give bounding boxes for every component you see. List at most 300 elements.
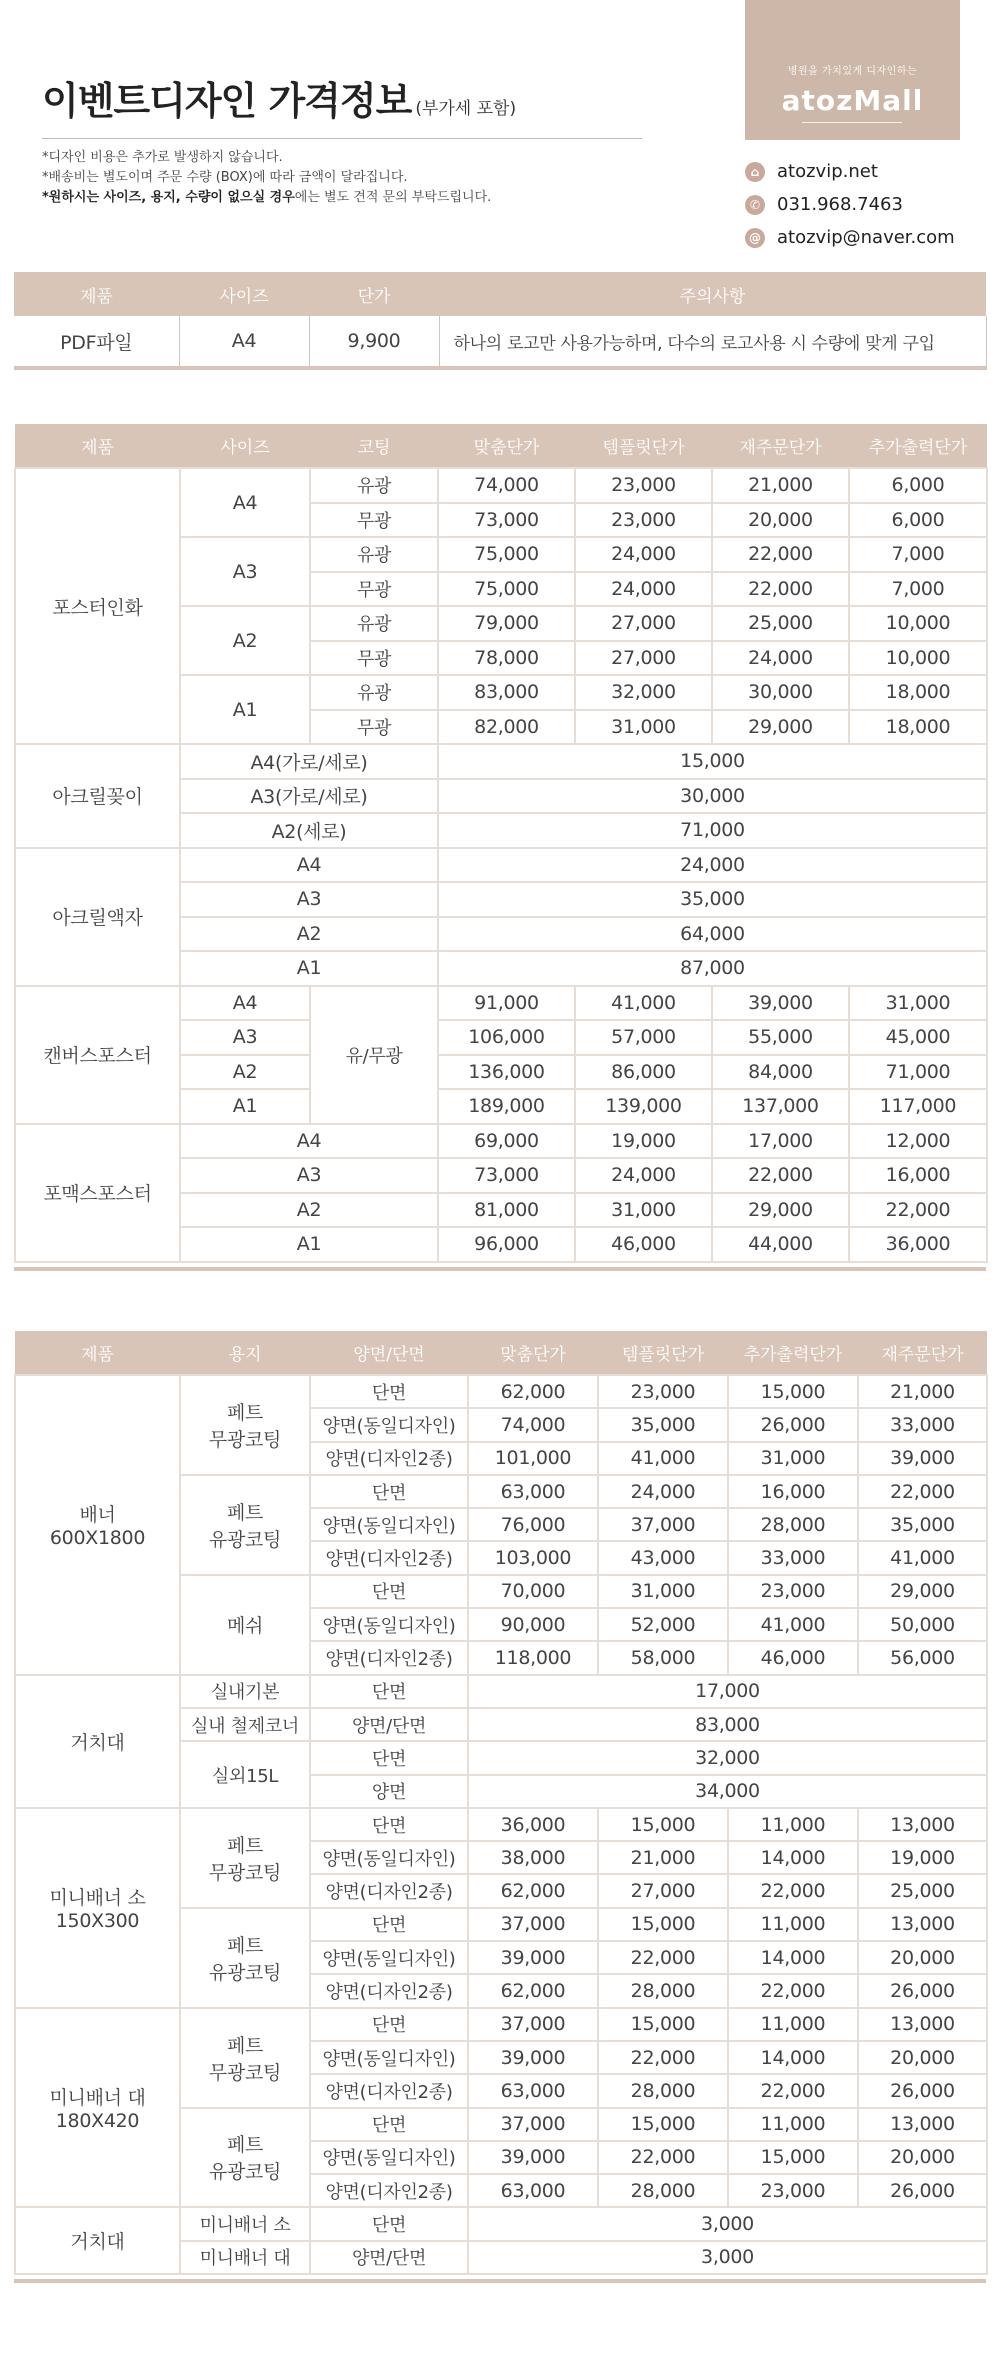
size-cell: A3 — [180, 1020, 310, 1055]
paper-line: 무광코팅 — [208, 2061, 282, 2084]
page-title — [42, 70, 516, 125]
product-name-line: 캔버스포스터 — [43, 1045, 152, 1067]
pdf-price-table — [14, 272, 987, 370]
side-cell: 양면(동일디자인) — [310, 1941, 468, 1974]
table-row — [15, 744, 987, 779]
paper-line: 페트 — [226, 1834, 264, 1857]
paper-line: 페트 — [226, 1501, 264, 1524]
price-cell: 189,000 — [438, 1089, 575, 1124]
price-cell: 41,000 — [598, 1442, 728, 1475]
brand-logo: atozMall — [781, 84, 924, 117]
column-header: 템플릿단가 — [575, 424, 712, 468]
price-cell: 20,000 — [858, 2141, 987, 2174]
home-icon: ⌂ — [745, 162, 765, 182]
price-cell: 20,000 — [858, 1941, 987, 1974]
price-cell: 7,000 — [849, 572, 987, 607]
price-cell: 46,000 — [728, 1641, 858, 1674]
price-cell: 32,000 — [575, 675, 712, 710]
price-cell: 22,000 — [598, 2141, 728, 2174]
price-cell: 25,000 — [712, 606, 849, 641]
side-cell: 양면(동일디자인) — [310, 1841, 468, 1874]
price-cell: 26,000 — [858, 2174, 987, 2207]
price-cell: 26,000 — [728, 1408, 858, 1441]
price-cell: 22,000 — [712, 537, 849, 572]
column-header: 추가출력단가 — [728, 1331, 858, 1375]
side-cell: 양면(디자인2종) — [310, 1974, 468, 2007]
paper-cell: 실외15L — [180, 1741, 310, 1808]
price-cell: 31,000 — [575, 710, 712, 745]
size-cell: A2 — [180, 1055, 310, 1090]
product-name — [15, 1808, 180, 2008]
paper-cell — [180, 1375, 310, 1475]
price-cell: 74,000 — [468, 1408, 598, 1441]
price-cell: 28,000 — [598, 2174, 728, 2207]
price-cell: 78,000 — [438, 641, 575, 676]
price-cell: 30,000 — [438, 779, 987, 814]
price-cell: 38,000 — [468, 1841, 598, 1874]
side-cell: 양면 — [310, 1775, 468, 1808]
paper-cell — [180, 1908, 310, 2008]
side-cell: 양면(디자인2종) — [310, 2074, 468, 2107]
coating-cell: 무광 — [310, 503, 438, 538]
price-cell: 73,000 — [438, 503, 575, 538]
coating-cell: 유광 — [310, 468, 438, 503]
size-cell: A4(가로/세로) — [180, 744, 438, 779]
price-cell: 71,000 — [849, 1055, 987, 1090]
product-name-line: 거치대 — [70, 2231, 125, 2254]
size-cell: A3(가로/세로) — [180, 779, 438, 814]
note-line: *배송비는 별도이며 주문 수량 (BOX)에 따라 금액이 달라집니다. — [42, 170, 408, 185]
coating-cell: 유광 — [310, 675, 438, 710]
column-header: 템플릿단가 — [598, 1331, 728, 1375]
column-header: 주의사항 — [439, 272, 986, 316]
paper-line: 무광코팅 — [208, 1861, 282, 1884]
product-name-line: 아크릴꽂이 — [52, 786, 143, 809]
price-cell: 6,000 — [849, 503, 987, 538]
side-cell: 단면 — [310, 1741, 468, 1774]
price-cell: 37,000 — [468, 2008, 598, 2041]
coating-cell: 무광 — [310, 710, 438, 745]
product-name — [15, 1124, 180, 1262]
price-cell: 39,000 — [468, 2141, 598, 2174]
side-cell: 단면 — [310, 2008, 468, 2041]
price-cell: 10,000 — [849, 606, 987, 641]
price-cell: 28,000 — [598, 2074, 728, 2107]
product-name — [15, 744, 180, 848]
title-divider — [42, 138, 642, 139]
price-cell: 15,000 — [728, 1375, 858, 1408]
contact-email[interactable] — [745, 221, 955, 254]
coating-cell: 유광 — [310, 606, 438, 641]
price-cell: 41,000 — [728, 1608, 858, 1641]
notice-cell: 하나의 로고만 사용가능하며, 다수의 로고사용 시 수량에 맞게 구입 — [439, 316, 986, 368]
price-cell: 91,000 — [438, 986, 575, 1021]
price-cell: 19,000 — [575, 1124, 712, 1159]
coating-cell: 무광 — [310, 641, 438, 676]
side-cell: 양면(디자인2종) — [310, 1874, 468, 1907]
product-name — [15, 986, 180, 1124]
paper-cell — [180, 1575, 310, 1675]
price-cell: 37,000 — [468, 1908, 598, 1941]
price-cell: 16,000 — [849, 1158, 987, 1193]
coating-cell: 무광 — [310, 572, 438, 607]
price-cell: 50,000 — [858, 1608, 987, 1641]
size-cell: A3 — [180, 537, 310, 606]
paper-line: 페트 — [226, 2134, 264, 2157]
side-cell: 단면 — [310, 2108, 468, 2141]
price-cell: 10,000 — [849, 641, 987, 676]
title-text: 이벤트디자인 가격정보 — [42, 79, 412, 123]
product-name-line: 미니배너 소 — [49, 1887, 146, 1910]
price-cell: 31,000 — [575, 1193, 712, 1228]
size-cell: A2 — [180, 917, 438, 952]
price-cell: 17,000 — [468, 1675, 987, 1708]
price-cell: 86,000 — [575, 1055, 712, 1090]
side-cell: 단면 — [310, 1475, 468, 1508]
column-header: 사이즈 — [179, 272, 309, 316]
price-cell: 27,000 — [598, 1874, 728, 1907]
paper-line: 유광코팅 — [208, 2161, 282, 2184]
price-cell: 118,000 — [468, 1641, 598, 1674]
table-row — [15, 1375, 987, 1408]
price-cell: 39,000 — [858, 1442, 987, 1475]
email-text: atozvip@naver.com — [777, 227, 955, 248]
column-header: 사이즈 — [180, 424, 310, 468]
price-cell: 39,000 — [468, 1941, 598, 1974]
brand-underline — [802, 122, 902, 123]
price-cell: 11,000 — [728, 2008, 858, 2041]
price-cell: 12,000 — [849, 1124, 987, 1159]
price-cell: 52,000 — [598, 1608, 728, 1641]
column-header: 제품 — [15, 424, 180, 468]
price-cell: 21,000 — [858, 1375, 987, 1408]
side-cell: 단면 — [310, 1675, 468, 1708]
price-cell: 19,000 — [858, 1841, 987, 1874]
page-header — [0, 0, 1000, 260]
print-price-table — [14, 424, 988, 1263]
contact-website[interactable] — [745, 155, 955, 188]
price-cell: 34,000 — [468, 1775, 987, 1808]
product-name — [15, 848, 180, 986]
size-cell: A4 — [180, 986, 310, 1021]
price-cell: 22,000 — [728, 1974, 858, 2007]
paper-cell — [180, 1808, 310, 1908]
note-line: *디자인 비용은 추가로 발생하지 않습니다. — [42, 150, 283, 165]
paper-line: 유광코팅 — [208, 1961, 282, 1984]
price-cell: 79,000 — [438, 606, 575, 641]
price-cell: 83,000 — [468, 1708, 987, 1741]
price-cell: 18,000 — [849, 710, 987, 745]
price-cell: 29,000 — [858, 1575, 987, 1608]
title-subtext: (부가세 포함) — [415, 99, 517, 119]
website-text: atozvip.net — [777, 161, 878, 182]
price-cell: 25,000 — [858, 1874, 987, 1907]
product-name — [15, 2207, 180, 2274]
product-name-line: 아크릴액자 — [52, 907, 143, 929]
price-cell: 22,000 — [598, 2041, 728, 2074]
price-cell: 41,000 — [575, 986, 712, 1021]
price-cell: 87,000 — [438, 951, 987, 986]
side-cell: 양면/단면 — [310, 2241, 468, 2274]
price-cell: 23,000 — [575, 503, 712, 538]
price-cell: 28,000 — [728, 1508, 858, 1541]
table-row — [15, 1808, 987, 1841]
price-cell: 22,000 — [728, 2074, 858, 2107]
price-cell: 84,000 — [712, 1055, 849, 1090]
price-cell: 35,000 — [438, 882, 987, 917]
paper-cell: 미니배너 소 — [180, 2207, 310, 2240]
product-name-line: 600X1800 — [49, 1527, 146, 1550]
price-cell: 15,000 — [598, 1908, 728, 1941]
paper-cell — [180, 2008, 310, 2108]
size-cell: A1 — [180, 1089, 310, 1124]
price-cell: 14,000 — [728, 1941, 858, 1974]
table-row — [15, 2207, 987, 2240]
table-row — [15, 468, 987, 503]
price-cell: 41,000 — [858, 1541, 987, 1574]
price-cell: 103,000 — [468, 1541, 598, 1574]
price-cell: 15,000 — [438, 744, 987, 779]
contact-list — [745, 155, 955, 254]
side-cell: 양면(디자인2종) — [310, 2174, 468, 2207]
email-icon: @ — [745, 228, 765, 248]
column-header: 재주문단가 — [712, 424, 849, 468]
price-cell: 23,000 — [728, 1575, 858, 1608]
price-cell: 63,000 — [468, 1475, 598, 1508]
column-header: 추가출력단가 — [849, 424, 987, 468]
product-name-line: 포맥스포스터 — [43, 1183, 152, 1205]
side-cell: 양면/단면 — [310, 1708, 468, 1741]
price-cell: 31,000 — [849, 986, 987, 1021]
table-row — [15, 2008, 987, 2041]
table-row — [15, 1675, 987, 1708]
brand-tagline: 병원을 가치있게 디자인하는 — [787, 66, 918, 77]
side-cell: 단면 — [310, 1575, 468, 1608]
table-row — [15, 986, 987, 1021]
price-cell: PDF파일 — [14, 316, 179, 368]
product-name — [15, 468, 180, 744]
paper-cell — [180, 1475, 310, 1575]
price-cell: 13,000 — [858, 1808, 987, 1841]
price-cell: 83,000 — [438, 675, 575, 710]
price-cell: 15,000 — [598, 2108, 728, 2141]
note-bold: *원하시는 사이즈, 용지, 수량이 없으실 경우 — [42, 190, 295, 205]
price-cell: 21,000 — [712, 468, 849, 503]
paper-line: 유광코팅 — [208, 1528, 282, 1551]
side-cell: 양면(동일디자인) — [310, 1608, 468, 1641]
side-cell: 단면 — [310, 1808, 468, 1841]
price-cell: 9,900 — [309, 316, 439, 368]
price-cell: 45,000 — [849, 1020, 987, 1055]
price-cell: 22,000 — [728, 1874, 858, 1907]
price-cell: 106,000 — [438, 1020, 575, 1055]
price-cell: 75,000 — [438, 572, 575, 607]
side-cell: 단면 — [310, 2207, 468, 2240]
price-cell: 13,000 — [858, 2108, 987, 2141]
price-cell: 63,000 — [468, 2174, 598, 2207]
price-cell: 27,000 — [575, 641, 712, 676]
price-cell: 33,000 — [858, 1408, 987, 1441]
price-cell: 22,000 — [858, 1475, 987, 1508]
side-cell: 양면(디자인2종) — [310, 1641, 468, 1674]
paper-cell — [180, 2108, 310, 2208]
coating-cell: 유/무광 — [310, 986, 438, 1124]
price-cell: 18,000 — [849, 675, 987, 710]
price-cell: 24,000 — [575, 1158, 712, 1193]
paper-cell: 미니배너 대 — [180, 2241, 310, 2274]
price-cell: 36,000 — [849, 1227, 987, 1262]
product-name-line: 미니배너 대 — [49, 2087, 146, 2110]
price-cell: 56,000 — [858, 1641, 987, 1674]
price-cell: 37,000 — [468, 2108, 598, 2141]
product-name-line: 배너 — [79, 1504, 116, 1527]
side-cell: 양면(디자인2종) — [310, 1541, 468, 1574]
price-cell: 73,000 — [438, 1158, 575, 1193]
price-cell: 31,000 — [728, 1442, 858, 1475]
product-name — [15, 1675, 180, 1808]
size-cell: A2 — [180, 1193, 438, 1228]
paper-cell: 실내기본 — [180, 1675, 310, 1708]
price-cell: 3,000 — [468, 2241, 987, 2274]
price-cell: 139,000 — [575, 1089, 712, 1124]
price-cell: 24,000 — [712, 641, 849, 676]
size-cell: A4 — [180, 468, 310, 537]
price-cell: 82,000 — [438, 710, 575, 745]
paper-line: 페트 — [226, 1401, 264, 1424]
size-cell: A2(세로) — [180, 813, 438, 848]
price-cell: 117,000 — [849, 1089, 987, 1124]
column-header: 맞춤단가 — [468, 1331, 598, 1375]
size-cell: A1 — [180, 1227, 438, 1262]
price-cell: 55,000 — [712, 1020, 849, 1055]
paper-cell: 실내 철제코너 — [180, 1708, 310, 1741]
side-cell: 양면(동일디자인) — [310, 1508, 468, 1541]
price-cell: 13,000 — [858, 1908, 987, 1941]
size-cell: A1 — [180, 951, 438, 986]
price-cell: 20,000 — [858, 2041, 987, 2074]
price-cell: 43,000 — [598, 1541, 728, 1574]
price-cell: 24,000 — [575, 572, 712, 607]
price-cell: 37,000 — [598, 1508, 728, 1541]
price-cell: 26,000 — [858, 1974, 987, 2007]
price-cell: 74,000 — [438, 468, 575, 503]
column-header: 제품 — [15, 1331, 180, 1375]
price-cell: 31,000 — [598, 1575, 728, 1608]
price-cell: 136,000 — [438, 1055, 575, 1090]
price-cell: 27,000 — [575, 606, 712, 641]
table-end-rule — [14, 1267, 986, 1271]
price-cell: 14,000 — [728, 1841, 858, 1874]
price-cell: 35,000 — [858, 1508, 987, 1541]
column-header: 용지 — [180, 1331, 310, 1375]
column-header: 맞춤단가 — [438, 424, 575, 468]
size-cell: A4 — [180, 1124, 438, 1159]
paper-line: 페트 — [226, 2034, 264, 2057]
price-cell: 58,000 — [598, 1641, 728, 1674]
side-cell: 양면(디자인2종) — [310, 1442, 468, 1475]
price-cell: 62,000 — [468, 1874, 598, 1907]
side-cell: 양면(동일디자인) — [310, 1408, 468, 1441]
size-cell: A4 — [180, 848, 438, 883]
price-cell: 16,000 — [728, 1475, 858, 1508]
price-cell: 71,000 — [438, 813, 987, 848]
price-cell: 137,000 — [712, 1089, 849, 1124]
table-row — [15, 848, 987, 883]
product-name-line: 150X300 — [55, 1910, 140, 1933]
price-cell: 101,000 — [468, 1442, 598, 1475]
price-cell: 15,000 — [598, 1808, 728, 1841]
price-cell: 15,000 — [598, 2008, 728, 2041]
price-cell: 39,000 — [712, 986, 849, 1021]
price-cell: 32,000 — [468, 1741, 987, 1774]
price-cell: 11,000 — [728, 1808, 858, 1841]
paper-line: 페트 — [226, 1934, 264, 1957]
price-cell: 96,000 — [438, 1227, 575, 1262]
coating-cell: 유광 — [310, 537, 438, 572]
price-cell: 24,000 — [598, 1475, 728, 1508]
column-header: 양면/단면 — [310, 1331, 468, 1375]
column-header: 제품 — [14, 272, 179, 316]
product-name-line: 거치대 — [70, 1731, 125, 1754]
price-cell: 63,000 — [468, 2074, 598, 2107]
price-cell: 36,000 — [468, 1808, 598, 1841]
price-cell: 14,000 — [728, 2041, 858, 2074]
phone-text: 031.968.7463 — [777, 194, 903, 215]
price-cell: 26,000 — [858, 2074, 987, 2107]
price-cell: 24,000 — [438, 848, 987, 883]
price-cell: 81,000 — [438, 1193, 575, 1228]
price-cell: 11,000 — [728, 1908, 858, 1941]
side-cell: 양면(동일디자인) — [310, 2041, 468, 2074]
table-row — [15, 1124, 987, 1159]
side-cell: 양면(동일디자인) — [310, 2141, 468, 2174]
side-cell: 단면 — [310, 1908, 468, 1941]
price-cell: 29,000 — [712, 710, 849, 745]
paper-line: 무광코팅 — [208, 1428, 282, 1451]
price-cell: 70,000 — [468, 1575, 598, 1608]
note-rest: 에는 별도 견적 문의 부탁드립니다. — [294, 190, 492, 205]
price-cell: 20,000 — [712, 503, 849, 538]
price-cell: 90,000 — [468, 1608, 598, 1641]
price-cell: 46,000 — [575, 1227, 712, 1262]
notes — [42, 148, 491, 208]
price-cell: 30,000 — [712, 675, 849, 710]
column-header: 재주문단가 — [858, 1331, 987, 1375]
contact-phone[interactable] — [745, 188, 955, 221]
price-cell: 13,000 — [858, 2008, 987, 2041]
price-cell: 28,000 — [598, 1974, 728, 2007]
product-name-line: 포스터인화 — [52, 596, 143, 619]
price-cell: 15,000 — [728, 2141, 858, 2174]
brand-logo-box — [745, 0, 960, 140]
price-cell: 7,000 — [849, 537, 987, 572]
size-cell: A3 — [180, 882, 438, 917]
price-cell: 62,000 — [468, 1375, 598, 1408]
price-cell: 33,000 — [728, 1541, 858, 1574]
column-header: 단가 — [309, 272, 439, 316]
price-cell: 29,000 — [712, 1193, 849, 1228]
product-name — [15, 2008, 180, 2208]
price-cell: 35,000 — [598, 1408, 728, 1441]
price-cell: 75,000 — [438, 537, 575, 572]
price-cell: 76,000 — [468, 1508, 598, 1541]
size-cell: A2 — [180, 606, 310, 675]
table-end-rule — [14, 2279, 986, 2283]
phone-icon: ✆ — [745, 195, 765, 215]
price-cell: 23,000 — [575, 468, 712, 503]
side-cell: 단면 — [310, 1375, 468, 1408]
price-cell: 64,000 — [438, 917, 987, 952]
